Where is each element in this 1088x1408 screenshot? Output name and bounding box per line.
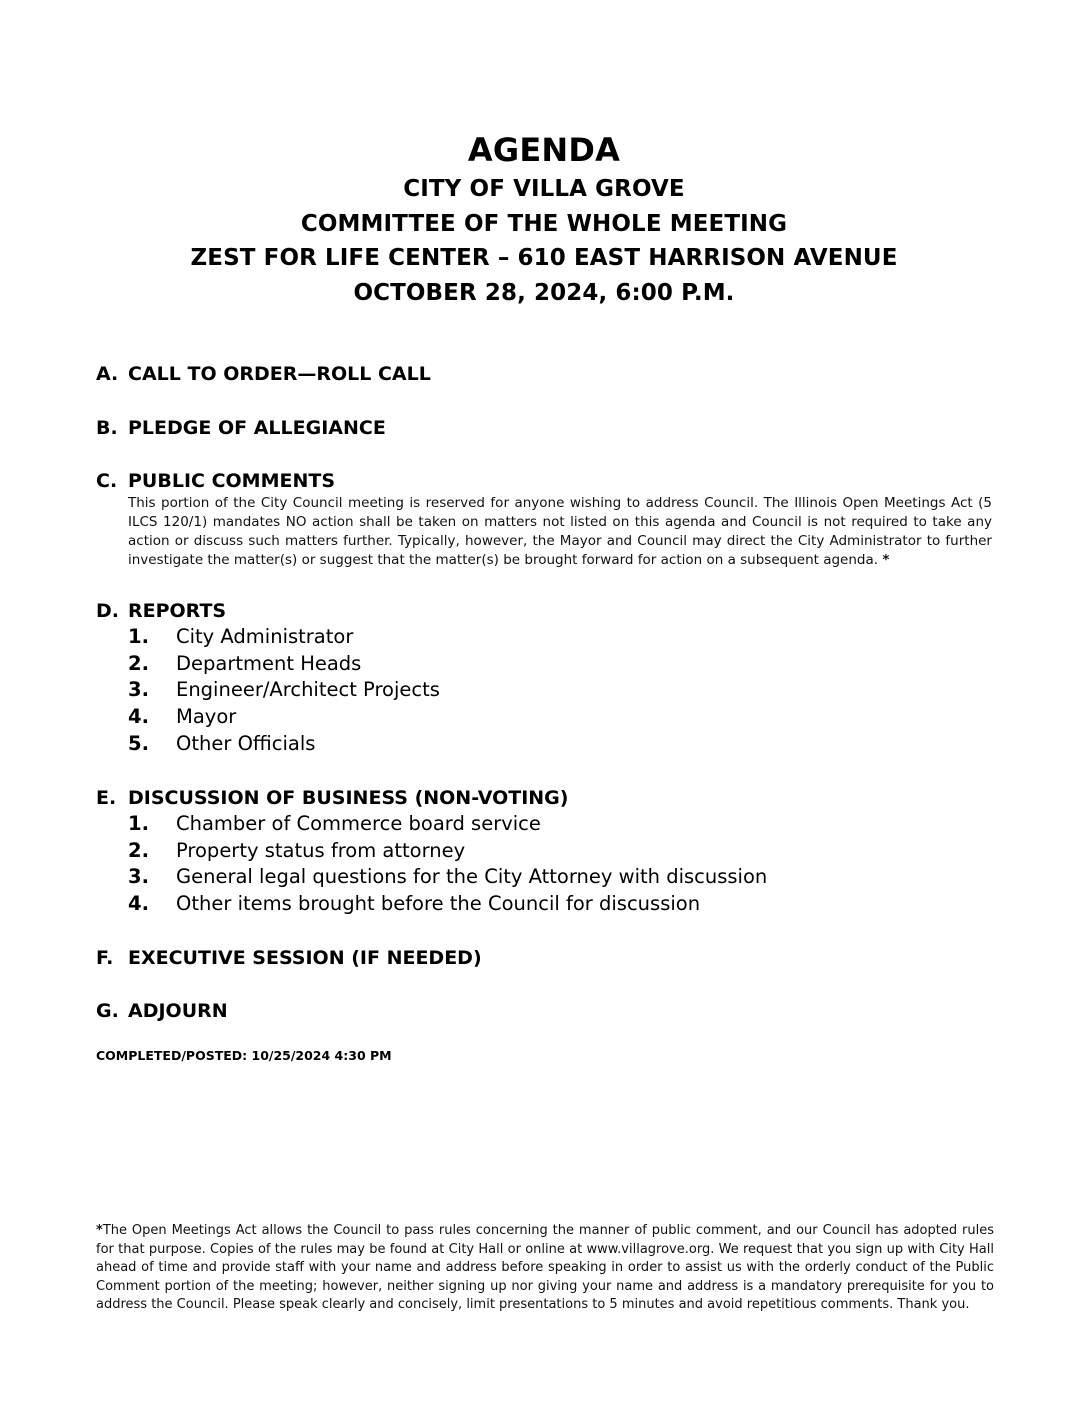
list-item (96, 624, 996, 651)
discussion-list (96, 811, 996, 918)
city-name: CITY OF VILLA GROVE (403, 176, 685, 202)
item-label: Other items brought before the Council for discussion (176, 892, 701, 916)
meeting-location: ZEST FOR LIFE CENTER – 610 EAST HARRISON AVENUE (190, 245, 898, 271)
list-item (96, 704, 996, 731)
list-item (96, 731, 996, 758)
list-item (96, 891, 996, 918)
public-comments-text: This portion of the City Council meeting is reserved for anyone wishing to address Council. The Illinois Open Meetings Act (5 ILCS 120/1) mandates NO action shall be taken on matters not listed on this agenda and Council is not required to take any action or discuss such matters further. Typically, however, the Mayor and Council may direct the City Administrator to further investigate the matter(s) or suggest that the matter(s) be brought forward for action on a subsequent agenda. (128, 495, 992, 568)
section-public-comments (96, 468, 996, 570)
item-number: 1. (128, 812, 149, 835)
item-label: Chamber of Commerce board service (176, 812, 541, 835)
list-item (96, 677, 996, 704)
section-title: PLEDGE OF ALLEGIANCE (128, 417, 386, 439)
item-number: 3. (128, 678, 149, 702)
section-letter: D. (96, 600, 119, 622)
item-label: City Administrator (176, 625, 354, 648)
item-number: 4. (128, 892, 149, 916)
item-label: Property status from attorney (176, 838, 466, 862)
section-pledge (96, 415, 996, 441)
footnote-marker: * (96, 1223, 103, 1238)
section-title: DISCUSSION OF BUSINESS (NON-VOTING) (128, 787, 569, 809)
item-number: 5. (128, 731, 149, 755)
list-item (96, 811, 996, 838)
public-comments-description (128, 494, 992, 570)
section-call-to-order (96, 361, 996, 387)
item-label: Engineer/Architect Projects (176, 678, 440, 702)
agenda-title: AGENDA (467, 131, 621, 169)
item-label: General legal questions for the City Attorney with discussion (176, 865, 768, 889)
section-adjourn (96, 998, 996, 1024)
posted-timestamp: COMPLETED/POSTED: 10/25/2024 4:30 PM (96, 1048, 392, 1063)
item-number: 2. (128, 838, 149, 862)
section-discussion (96, 785, 996, 918)
item-label: Department Heads (176, 651, 362, 675)
item-number: 2. (128, 651, 149, 675)
agenda-header (0, 128, 1088, 310)
section-reports (96, 598, 996, 757)
section-title: EXECUTIVE SESSION (IF NEEDED) (128, 947, 482, 969)
footnote-text: The Open Meetings Act allows the Council to pass rules concerning the manner of public comment, and our Council has adopted rules for that purpose. Copies of the rules may be found at City Hall or online at www.villagrove.org. We request that you sign up with City Hall ahead of time and provide staff with your name and address before speaking in order to assist us with the orderly conduct of the Public Comment portion of the meeting; however, neither signing up nor giving your name and address is a mandatory prerequisite for you to address the Council. Please speak clearly and concisely, limit presentations to 5 minutes and avoid repetitious comments. Thank you. (96, 1223, 994, 1312)
section-letter: C. (96, 470, 118, 492)
section-letter: A. (96, 363, 119, 385)
section-title: PUBLIC COMMENTS (128, 470, 336, 492)
section-letter: F. (96, 947, 114, 969)
item-label: Mayor (176, 705, 237, 729)
item-number: 1. (128, 625, 149, 648)
section-letter: G. (96, 1000, 119, 1022)
footnote (96, 1222, 994, 1315)
list-item (96, 651, 996, 678)
section-letter: B. (96, 417, 118, 439)
item-number: 4. (128, 705, 149, 729)
meeting-datetime: OCTOBER 28, 2024, 6:00 P.M. (353, 279, 735, 306)
footnote-marker: * (882, 552, 890, 568)
reports-list (96, 624, 996, 757)
section-title: CALL TO ORDER—ROLL CALL (128, 363, 431, 385)
item-label: Other Officials (176, 731, 316, 755)
section-executive-session (96, 945, 996, 971)
list-item (96, 864, 996, 891)
section-title: REPORTS (128, 600, 227, 622)
list-item (96, 838, 996, 865)
item-number: 3. (128, 865, 149, 889)
section-letter: E. (96, 787, 117, 809)
meeting-name: COMMITTEE OF THE WHOLE MEETING (300, 210, 788, 237)
section-title: ADJOURN (128, 1000, 228, 1022)
